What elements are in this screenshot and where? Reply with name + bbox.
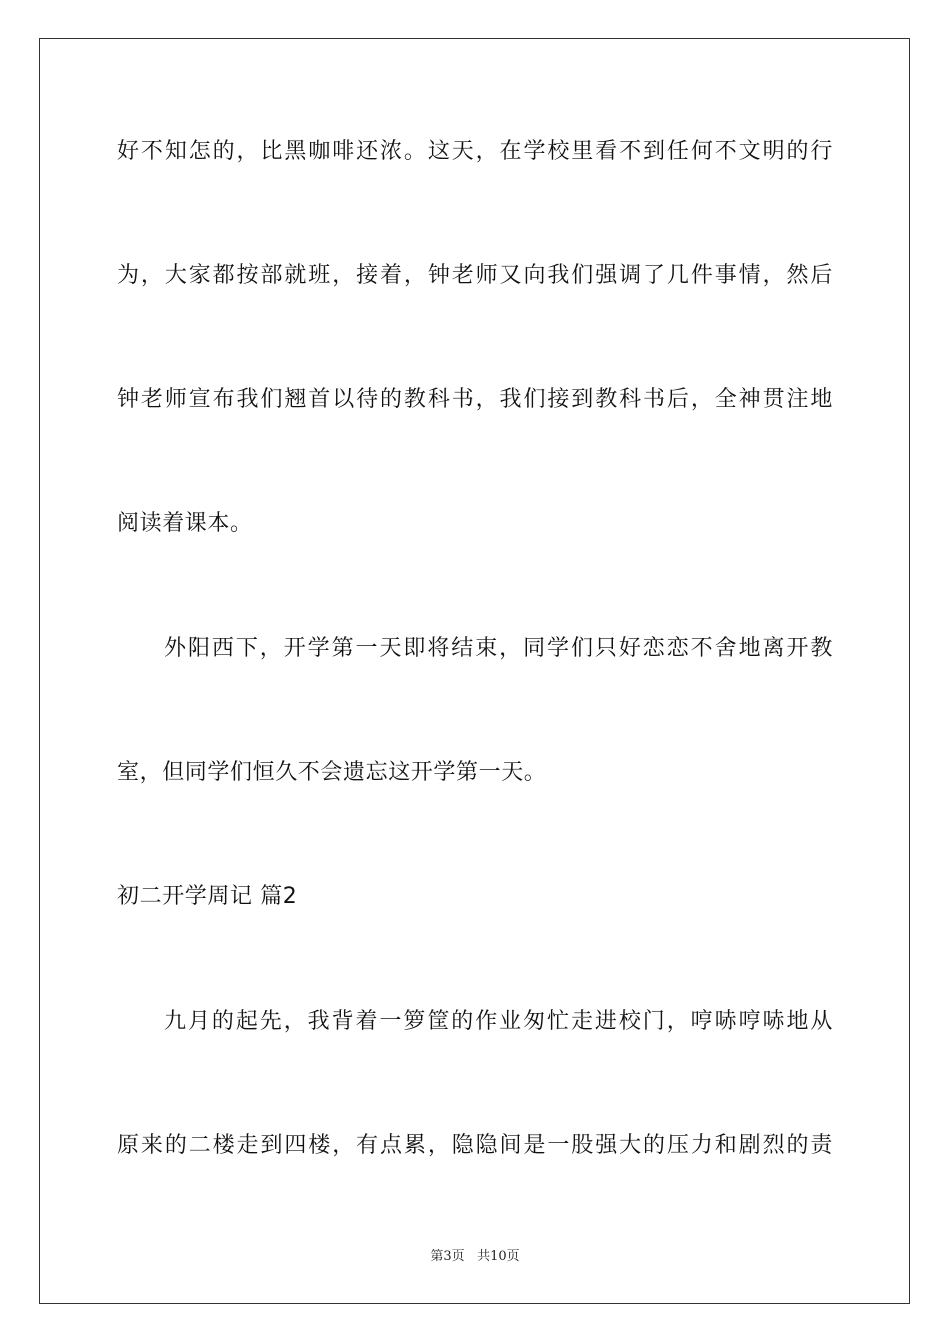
section-heading: 初二开学周记 篇2 — [117, 884, 298, 909]
text-line-1: 好不知怎的，比黑咖啡还浓。这天，在学校里看不到任何不文明的行 — [117, 139, 833, 164]
text-line-2: 为，大家都按部就班，接着，钟老师又向我们强调了几件事情，然后 — [117, 263, 833, 288]
paragraph-indent-line-2: 九月的起先，我背着一箩筐的作业匆忙走进校门，哼哧哼哧地从 — [164, 1009, 833, 1034]
page-frame — [39, 38, 910, 1304]
page-number: 第3页 — [430, 1249, 465, 1264]
text-line-9: 原来的二楼走到四楼，有点累，隐隐间是一股强大的压力和剧烈的责 — [117, 1133, 833, 1158]
page-footer — [0, 1245, 950, 1264]
page-total: 共10页 — [477, 1249, 520, 1264]
paragraph-indent-line-1: 外阳西下，开学第一天即将结束，同学们只好恋恋不舍地离开教 — [164, 636, 833, 661]
text-line-6: 室，但同学们恒久不会遗忘这开学第一天。 — [117, 760, 547, 785]
text-line-4: 阅读着课本。 — [117, 511, 253, 536]
text-line-3: 钟老师宣布我们翘首以待的教科书，我们接到教科书后，全神贯注地 — [117, 387, 833, 412]
